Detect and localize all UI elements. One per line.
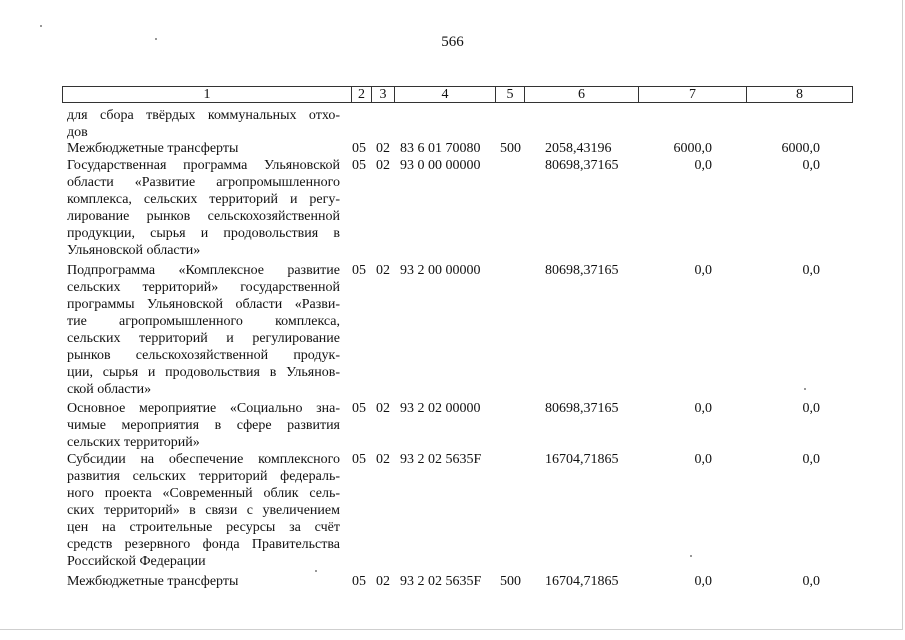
cell-col-7: 0,0 <box>694 574 712 589</box>
cell-col-8: 0,0 <box>802 401 820 416</box>
description-line: Субсидии на обеспечение комплексного <box>67 452 340 467</box>
cell-col-3: 02 <box>376 263 390 278</box>
header-col-3: 3 <box>371 87 394 102</box>
cell-col-7: 0,0 <box>694 263 712 278</box>
cell-col-8: 0,0 <box>802 452 820 467</box>
page-number: 566 <box>441 34 464 50</box>
scan-speck <box>40 25 42 27</box>
scan-speck <box>155 38 157 40</box>
cell-col-2: 05 <box>352 452 366 467</box>
row-description <box>67 157 340 259</box>
row-description <box>67 573 340 590</box>
cell-col-6: 80698,37165 <box>545 263 619 278</box>
header-col-6: 6 <box>524 87 638 102</box>
cell-col-4: 93 2 02 00000 <box>400 401 481 416</box>
description-line: программы Ульяновской области «Разви- <box>67 297 340 312</box>
cell-col-8: 6000,0 <box>781 141 820 156</box>
scan-speck <box>804 388 806 390</box>
cell-col-4: 93 2 02 5635F <box>400 452 482 467</box>
description-line: лирование рынков сельскохозяйственной <box>67 209 340 224</box>
cell-col-7: 0,0 <box>694 401 712 416</box>
header-col-8: 8 <box>746 87 852 102</box>
scan-speck <box>315 570 317 572</box>
cell-col-8: 0,0 <box>802 574 820 589</box>
row-description <box>67 107 340 141</box>
row-description <box>67 262 340 398</box>
header-col-4: 4 <box>394 87 495 102</box>
cell-col-3: 02 <box>376 452 390 467</box>
cell-col-7: 0,0 <box>694 158 712 173</box>
description-line: Основное мероприятие «Социально зна- <box>67 401 340 416</box>
cell-col-2: 05 <box>352 574 366 589</box>
description-line: развития сельских территорий федераль- <box>67 469 340 484</box>
description-line: Подпрограмма «Комплексное развитие <box>67 263 340 278</box>
cell-col-4: 93 2 02 5635F <box>400 574 482 589</box>
cell-col-6: 16704,71865 <box>545 452 619 467</box>
description-line: цен на строительные ресурсы за счёт <box>67 520 340 535</box>
description-line: дов <box>67 125 88 140</box>
description-line: ской области» <box>67 382 152 397</box>
description-line: чимые мероприятия в сфере развития <box>67 418 340 433</box>
cell-col-3: 02 <box>376 401 390 416</box>
header-col-7: 7 <box>638 87 746 102</box>
description-line: комплекса, сельских территорий и регу- <box>67 192 340 207</box>
description-line: сельских территорий» <box>67 435 200 450</box>
description-line: Государственная программа Ульяновской <box>67 158 340 173</box>
cell-col-2: 05 <box>352 141 366 156</box>
cell-col-6: 16704,71865 <box>545 574 619 589</box>
header-col-5: 5 <box>495 87 524 102</box>
cell-col-5: 500 <box>500 141 521 156</box>
cell-col-4: 93 0 00 00000 <box>400 158 481 173</box>
cell-col-4: 93 2 00 00000 <box>400 263 481 278</box>
cell-col-6: 2058,43196 <box>545 141 612 156</box>
cell-col-7: 6000,0 <box>673 141 712 156</box>
description-line: ции, сырья и продовольствия в Ульянов- <box>67 365 340 380</box>
description-line: средств резервного фонда Правительства <box>67 537 340 552</box>
cell-col-6: 80698,37165 <box>545 401 619 416</box>
cell-col-8: 0,0 <box>802 158 820 173</box>
row-description <box>67 400 340 451</box>
header-col-1: 1 <box>203 87 211 102</box>
cell-col-8: 0,0 <box>802 263 820 278</box>
description-line: тие агропромышленного комплекса, <box>67 314 340 329</box>
cell-col-6: 80698,37165 <box>545 158 619 173</box>
row-description <box>67 140 340 157</box>
description-line: Российской Федерации <box>67 554 206 569</box>
description-line: продукции, сырья и продовольствия в <box>67 226 340 241</box>
description-line: сельских территорий и регулирование <box>67 331 340 346</box>
description-line: рынков сельскохозяйственной продук- <box>67 348 340 363</box>
cell-col-3: 02 <box>376 141 390 156</box>
cell-col-2: 05 <box>352 401 366 416</box>
cell-col-3: 02 <box>376 158 390 173</box>
description-line: сельских территорий» государственной <box>67 280 340 295</box>
cell-col-2: 05 <box>352 158 366 173</box>
scan-speck <box>690 555 692 557</box>
row-description <box>67 451 340 570</box>
cell-col-7: 0,0 <box>694 452 712 467</box>
cell-col-5: 500 <box>500 574 521 589</box>
description-line: для сбора твёрдых коммунальных отхо- <box>67 108 340 123</box>
description-line: ских территорий» в связи с увеличением <box>67 503 340 518</box>
cell-col-4: 83 6 01 70080 <box>400 141 481 156</box>
cell-col-3: 02 <box>376 574 390 589</box>
description-line: области «Развитие агропромышленного <box>67 175 340 190</box>
header-col-2: 2 <box>351 87 371 102</box>
table-header-row <box>62 86 853 103</box>
description-line: Межбюджетные трансферты <box>67 574 239 589</box>
cell-col-2: 05 <box>352 263 366 278</box>
description-line: Ульяновской области» <box>67 243 201 258</box>
description-line: ного проекта «Современный облик сель- <box>67 486 340 501</box>
description-line: Межбюджетные трансферты <box>67 141 239 156</box>
